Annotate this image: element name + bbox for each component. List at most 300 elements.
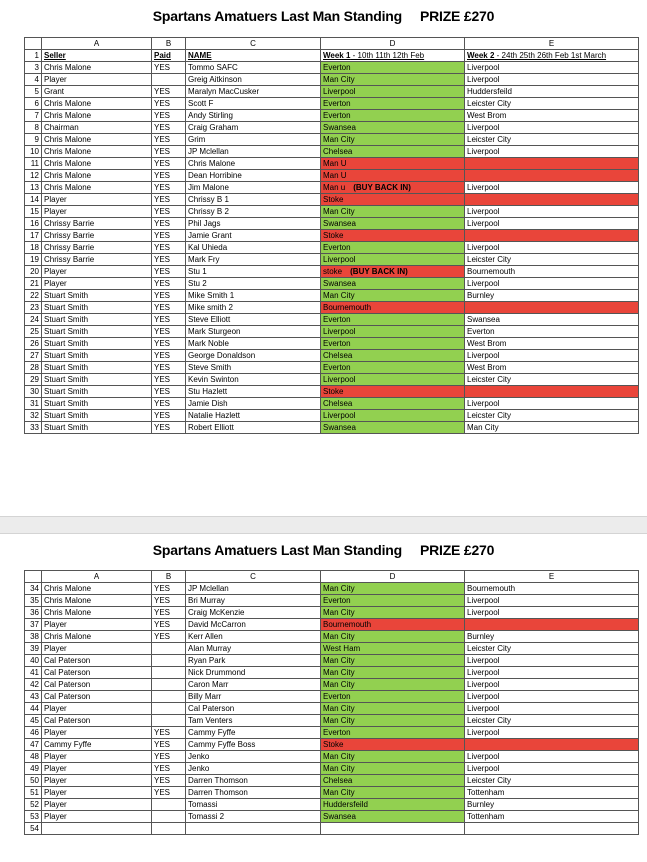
week-1-pick-text: Man City xyxy=(323,704,355,713)
seller-cell[interactable] xyxy=(42,763,152,775)
paid-cell[interactable] xyxy=(152,583,186,595)
paid-cell[interactable] xyxy=(152,290,186,302)
paid-cell[interactable] xyxy=(152,122,186,134)
week-1-pick-cell[interactable] xyxy=(321,667,465,679)
paid-cell[interactable] xyxy=(152,763,186,775)
week-1-pick-cell[interactable] xyxy=(321,74,465,86)
name-cell[interactable] xyxy=(186,811,321,823)
week-2-pick-cell[interactable] xyxy=(465,146,639,158)
header-week-2[interactable] xyxy=(465,50,639,62)
seller-cell[interactable] xyxy=(42,362,152,374)
seller-cell[interactable] xyxy=(42,338,152,350)
week-2-pick-cell[interactable] xyxy=(465,254,639,266)
name-cell[interactable] xyxy=(186,74,321,86)
week-2-pick-cell[interactable] xyxy=(465,763,639,775)
name-cell[interactable] xyxy=(186,643,321,655)
row-number xyxy=(25,134,42,146)
week-2-pick-cell[interactable] xyxy=(465,110,639,122)
week-2-pick-cell[interactable] xyxy=(465,170,639,182)
seller-cell[interactable] xyxy=(42,422,152,434)
seller-cell[interactable] xyxy=(42,218,152,230)
seller-cell[interactable] xyxy=(42,799,152,811)
week-2-pick-cell[interactable] xyxy=(465,230,639,242)
paid-cell[interactable] xyxy=(152,218,186,230)
paid-cell[interactable] xyxy=(152,607,186,619)
week-2-pick-cell[interactable] xyxy=(465,787,639,799)
name-cell[interactable] xyxy=(186,799,321,811)
seller-cell[interactable] xyxy=(42,254,152,266)
week-2-pick-cell[interactable] xyxy=(465,218,639,230)
week-2-pick-cell[interactable] xyxy=(465,667,639,679)
week-2-pick-cell[interactable] xyxy=(465,134,639,146)
seller-cell[interactable] xyxy=(42,398,152,410)
row-number xyxy=(25,170,42,182)
paid-cell[interactable] xyxy=(152,170,186,182)
name-cell[interactable] xyxy=(186,667,321,679)
week-1-pick-cell[interactable] xyxy=(321,643,465,655)
seller-cell[interactable] xyxy=(42,583,152,595)
week-2-pick-cell[interactable] xyxy=(465,583,639,595)
week-2-pick-cell[interactable] xyxy=(465,242,639,254)
week-2-pick-cell[interactable] xyxy=(465,595,639,607)
seller-text: Cal Paterson xyxy=(44,680,91,689)
week-1-pick-cell[interactable] xyxy=(321,290,465,302)
paid-cell[interactable] xyxy=(152,398,186,410)
week-2-pick-cell[interactable] xyxy=(465,326,639,338)
paid-text: YES xyxy=(154,303,171,312)
column-letter[interactable]: E xyxy=(465,38,639,50)
paid-cell[interactable] xyxy=(152,362,186,374)
week-2-pick-cell[interactable] xyxy=(465,74,639,86)
paid-cell[interactable] xyxy=(152,278,186,290)
name-cell[interactable] xyxy=(186,110,321,122)
week-2-pick-cell[interactable] xyxy=(465,727,639,739)
week-1-pick-cell[interactable] xyxy=(321,134,465,146)
seller-cell[interactable] xyxy=(42,739,152,751)
paid-cell[interactable] xyxy=(152,302,186,314)
week-1-pick-cell[interactable] xyxy=(321,763,465,775)
paid-cell[interactable] xyxy=(152,595,186,607)
header-seller[interactable]: Seller xyxy=(42,50,152,62)
seller-cell[interactable] xyxy=(42,727,152,739)
column-letter[interactable]: D xyxy=(321,38,465,50)
name-cell[interactable] xyxy=(186,290,321,302)
week-2-pick-cell[interactable] xyxy=(465,386,639,398)
paid-cell[interactable] xyxy=(152,230,186,242)
seller-cell[interactable] xyxy=(42,242,152,254)
header-paid[interactable]: Paid xyxy=(152,50,186,62)
seller-cell[interactable] xyxy=(42,715,152,727)
name-cell[interactable] xyxy=(186,338,321,350)
week-2-pick-cell[interactable] xyxy=(465,290,639,302)
week-2-pick-cell[interactable] xyxy=(465,607,639,619)
week-1-pick-cell[interactable] xyxy=(321,254,465,266)
seller-cell[interactable] xyxy=(42,290,152,302)
paid-text: YES xyxy=(154,231,171,240)
paid-cell[interactable] xyxy=(152,422,186,434)
name-cell[interactable] xyxy=(186,703,321,715)
week-1-pick-cell[interactable] xyxy=(321,62,465,74)
seller-cell[interactable] xyxy=(42,302,152,314)
seller-cell[interactable] xyxy=(42,703,152,715)
name-cell[interactable] xyxy=(186,206,321,218)
week-2-pick-cell[interactable] xyxy=(465,398,639,410)
week-1-pick-cell[interactable] xyxy=(321,218,465,230)
paid-cell[interactable] xyxy=(152,314,186,326)
paid-cell[interactable] xyxy=(152,691,186,703)
paid-cell[interactable] xyxy=(152,146,186,158)
week-2-pick-cell[interactable] xyxy=(465,643,639,655)
seller-cell[interactable] xyxy=(42,619,152,631)
name-cell[interactable] xyxy=(186,62,321,74)
paid-cell[interactable] xyxy=(152,254,186,266)
seller-cell[interactable] xyxy=(42,194,152,206)
week-2-pick-cell[interactable] xyxy=(465,715,639,727)
name-cell[interactable] xyxy=(186,266,321,278)
week-1-pick-text: Man City xyxy=(323,764,355,773)
paid-cell[interactable] xyxy=(152,811,186,823)
week-1-pick-cell[interactable] xyxy=(321,182,465,194)
paid-cell[interactable] xyxy=(152,326,186,338)
name-cell[interactable] xyxy=(186,727,321,739)
week-2-pick-cell[interactable] xyxy=(465,266,639,278)
name-cell[interactable] xyxy=(186,398,321,410)
name-cell[interactable] xyxy=(186,182,321,194)
week-2-pick-text: Burnley xyxy=(467,291,495,300)
seller-cell[interactable] xyxy=(42,775,152,787)
name-cell[interactable] xyxy=(186,350,321,362)
week-1-pick-text: Man City xyxy=(323,656,355,665)
week-1-pick-cell[interactable] xyxy=(321,607,465,619)
name-cell[interactable] xyxy=(186,763,321,775)
seller-cell[interactable] xyxy=(42,158,152,170)
paid-cell[interactable] xyxy=(152,98,186,110)
seller-cell[interactable] xyxy=(42,595,152,607)
week-2-pick-cell[interactable] xyxy=(465,619,639,631)
name-cell[interactable] xyxy=(186,254,321,266)
week-2-pick-cell[interactable] xyxy=(465,799,639,811)
name-cell[interactable] xyxy=(186,655,321,667)
paid-cell[interactable] xyxy=(152,266,186,278)
week-1-pick-cell[interactable] xyxy=(321,326,465,338)
week-2-pick-cell[interactable] xyxy=(465,775,639,787)
name-cell[interactable] xyxy=(186,386,321,398)
seller-cell[interactable] xyxy=(42,667,152,679)
paid-cell[interactable] xyxy=(152,787,186,799)
table-row xyxy=(25,86,639,98)
seller-cell[interactable] xyxy=(42,74,152,86)
column-letter[interactable]: A xyxy=(42,38,152,50)
name-cell[interactable] xyxy=(186,595,321,607)
week-1-pick-cell[interactable] xyxy=(321,230,465,242)
week-1-pick-cell[interactable] xyxy=(321,242,465,254)
seller-cell[interactable] xyxy=(42,122,152,134)
week-1-pick-cell[interactable] xyxy=(321,799,465,811)
name-text: Mark Fry xyxy=(188,255,220,264)
seller-cell[interactable] xyxy=(42,182,152,194)
seller-cell[interactable] xyxy=(42,86,152,98)
seller-cell[interactable] xyxy=(42,98,152,110)
paid-cell[interactable] xyxy=(152,799,186,811)
paid-cell[interactable] xyxy=(152,86,186,98)
name-cell[interactable] xyxy=(186,326,321,338)
paid-cell[interactable] xyxy=(152,739,186,751)
paid-cell[interactable] xyxy=(152,206,186,218)
seller-cell[interactable] xyxy=(42,823,152,835)
name-text: Jenko xyxy=(188,764,210,773)
name-cell[interactable] xyxy=(186,583,321,595)
seller-cell[interactable] xyxy=(42,655,152,667)
name-cell[interactable] xyxy=(186,278,321,290)
week-2-pick-cell[interactable] xyxy=(465,691,639,703)
seller-cell[interactable] xyxy=(42,787,152,799)
week-2-pick-cell[interactable] xyxy=(465,679,639,691)
paid-cell[interactable] xyxy=(152,374,186,386)
week-2-pick-cell[interactable] xyxy=(465,302,639,314)
week-2-pick-cell[interactable] xyxy=(465,811,639,823)
seller-cell[interactable] xyxy=(42,751,152,763)
seller-cell[interactable] xyxy=(42,278,152,290)
seller-cell[interactable] xyxy=(42,374,152,386)
week-2-pick-cell[interactable] xyxy=(465,122,639,134)
paid-cell[interactable] xyxy=(152,158,186,170)
seller-cell[interactable] xyxy=(42,811,152,823)
seller-cell[interactable] xyxy=(42,62,152,74)
name-cell[interactable] xyxy=(186,158,321,170)
name-cell[interactable] xyxy=(186,679,321,691)
seller-cell[interactable] xyxy=(42,326,152,338)
seller-cell[interactable] xyxy=(42,691,152,703)
name-text: Craig Graham xyxy=(188,123,239,132)
header-week-1[interactable] xyxy=(321,50,465,62)
week-1-pick-cell[interactable] xyxy=(321,158,465,170)
week-1-pick-cell[interactable] xyxy=(321,98,465,110)
seller-cell[interactable] xyxy=(42,350,152,362)
week-1-pick-cell[interactable] xyxy=(321,122,465,134)
week-1-pick-cell[interactable] xyxy=(321,775,465,787)
seller-cell[interactable] xyxy=(42,110,152,122)
name-cell[interactable] xyxy=(186,242,321,254)
seller-cell[interactable] xyxy=(42,679,152,691)
seller-cell[interactable] xyxy=(42,631,152,643)
name-cell[interactable] xyxy=(186,122,321,134)
week-2-pick-cell[interactable] xyxy=(465,86,639,98)
week-1-pick-cell[interactable] xyxy=(321,619,465,631)
column-letter[interactable]: E xyxy=(465,571,639,583)
week-1-pick-cell[interactable] xyxy=(321,194,465,206)
name-cell[interactable] xyxy=(186,787,321,799)
paid-cell[interactable] xyxy=(152,110,186,122)
paid-cell[interactable] xyxy=(152,667,186,679)
column-letter[interactable]: D xyxy=(321,571,465,583)
week-1-pick-cell[interactable] xyxy=(321,146,465,158)
week-2-pick-cell[interactable] xyxy=(465,655,639,667)
name-cell[interactable] xyxy=(186,410,321,422)
column-letter[interactable]: B xyxy=(152,38,186,50)
paid-cell[interactable] xyxy=(152,350,186,362)
week-2-pick-cell[interactable] xyxy=(465,823,639,835)
week-1-pick-cell[interactable] xyxy=(321,278,465,290)
week-2-pick-cell[interactable] xyxy=(465,374,639,386)
paid-cell[interactable] xyxy=(152,655,186,667)
seller-cell[interactable] xyxy=(42,170,152,182)
week-1-pick-cell[interactable] xyxy=(321,583,465,595)
week-1-pick-cell[interactable] xyxy=(321,691,465,703)
name-cell[interactable] xyxy=(186,194,321,206)
row-number-text: 32 xyxy=(30,411,39,420)
row-number-text: 40 xyxy=(30,656,39,665)
week-2-pick-cell[interactable] xyxy=(465,278,639,290)
column-letter[interactable]: B xyxy=(152,571,186,583)
name-cell[interactable] xyxy=(186,691,321,703)
week-1-pick-cell[interactable] xyxy=(321,715,465,727)
week-1-pick-cell[interactable] xyxy=(321,302,465,314)
week-1-pick-cell[interactable] xyxy=(321,751,465,763)
name-cell[interactable] xyxy=(186,86,321,98)
week-1-pick-cell[interactable] xyxy=(321,787,465,799)
name-text: Natalie Hazlett xyxy=(188,411,241,420)
week-1-pick-cell[interactable] xyxy=(321,338,465,350)
name-cell[interactable] xyxy=(186,751,321,763)
paid-cell[interactable] xyxy=(152,643,186,655)
paid-cell[interactable] xyxy=(152,715,186,727)
week-1-pick-cell[interactable] xyxy=(321,386,465,398)
paid-cell[interactable] xyxy=(152,134,186,146)
seller-cell[interactable] xyxy=(42,607,152,619)
week-2-pick-cell[interactable] xyxy=(465,98,639,110)
column-letter[interactable]: C xyxy=(186,38,321,50)
week-2-pick-text: Huddersfeild xyxy=(467,87,512,96)
seller-cell[interactable] xyxy=(42,146,152,158)
week-1-pick-cell[interactable] xyxy=(321,422,465,434)
week-1-pick-cell[interactable] xyxy=(321,631,465,643)
week-2-pick-cell[interactable] xyxy=(465,314,639,326)
week-2-pick-cell[interactable] xyxy=(465,410,639,422)
week-1-pick-cell[interactable] xyxy=(321,314,465,326)
name-cell[interactable] xyxy=(186,134,321,146)
week-2-pick-cell[interactable] xyxy=(465,362,639,374)
name-cell[interactable] xyxy=(186,715,321,727)
week-1-pick-cell[interactable] xyxy=(321,206,465,218)
name-cell[interactable] xyxy=(186,314,321,326)
paid-cell[interactable] xyxy=(152,182,186,194)
week-2-pick-cell[interactable] xyxy=(465,206,639,218)
name-cell[interactable] xyxy=(186,98,321,110)
week-2-pick-cell[interactable] xyxy=(465,739,639,751)
paid-cell[interactable] xyxy=(152,62,186,74)
week-1-pick-cell[interactable] xyxy=(321,350,465,362)
week-2-pick-cell[interactable] xyxy=(465,194,639,206)
seller-cell[interactable] xyxy=(42,386,152,398)
week-1-pick-cell[interactable] xyxy=(321,110,465,122)
paid-cell[interactable] xyxy=(152,619,186,631)
name-cell[interactable] xyxy=(186,775,321,787)
seller-cell[interactable] xyxy=(42,266,152,278)
name-cell[interactable] xyxy=(186,362,321,374)
seller-cell[interactable] xyxy=(42,134,152,146)
week-1-pick-cell[interactable] xyxy=(321,410,465,422)
paid-cell[interactable] xyxy=(152,751,186,763)
name-cell[interactable] xyxy=(186,218,321,230)
name-cell[interactable] xyxy=(186,230,321,242)
paid-cell[interactable] xyxy=(152,194,186,206)
paid-cell[interactable] xyxy=(152,410,186,422)
row-number xyxy=(25,338,42,350)
table-row xyxy=(25,134,639,146)
week-1-pick-cell[interactable] xyxy=(321,374,465,386)
week-2-pick-cell[interactable] xyxy=(465,338,639,350)
name-cell[interactable] xyxy=(186,374,321,386)
week-1-pick-cell[interactable] xyxy=(321,823,465,835)
week-1-pick-cell[interactable] xyxy=(321,679,465,691)
table-row xyxy=(25,763,639,775)
week-2-pick-cell[interactable] xyxy=(465,422,639,434)
seller-cell[interactable] xyxy=(42,643,152,655)
name-cell[interactable] xyxy=(186,823,321,835)
name-cell[interactable] xyxy=(186,739,321,751)
week-1-pick-cell[interactable] xyxy=(321,595,465,607)
name-cell[interactable] xyxy=(186,619,321,631)
paid-cell[interactable] xyxy=(152,338,186,350)
week-2-pick-cell[interactable] xyxy=(465,62,639,74)
week-2-pick-cell[interactable] xyxy=(465,158,639,170)
paid-cell[interactable] xyxy=(152,727,186,739)
week-1-pick-cell[interactable] xyxy=(321,811,465,823)
paid-cell[interactable] xyxy=(152,823,186,835)
column-letter[interactable]: A xyxy=(42,571,152,583)
week-2-pick-cell[interactable] xyxy=(465,751,639,763)
week-1-pick-cell[interactable] xyxy=(321,266,465,278)
week-1-pick-cell[interactable] xyxy=(321,170,465,182)
name-cell[interactable] xyxy=(186,422,321,434)
week-2-pick-cell[interactable] xyxy=(465,703,639,715)
week-1-pick-cell[interactable] xyxy=(321,703,465,715)
column-letter[interactable]: C xyxy=(186,571,321,583)
week-2-pick-cell[interactable] xyxy=(465,350,639,362)
name-cell[interactable] xyxy=(186,146,321,158)
paid-text: YES xyxy=(154,764,171,773)
header-name[interactable]: NAME xyxy=(186,50,321,62)
week-2-pick-cell[interactable] xyxy=(465,631,639,643)
row-number-text: 38 xyxy=(30,632,39,641)
row-number xyxy=(25,314,42,326)
paid-cell[interactable] xyxy=(152,775,186,787)
name-cell[interactable] xyxy=(186,302,321,314)
paid-cell[interactable] xyxy=(152,703,186,715)
paid-cell[interactable] xyxy=(152,679,186,691)
week-2-pick-cell[interactable] xyxy=(465,182,639,194)
table-row xyxy=(25,326,639,338)
paid-cell[interactable] xyxy=(152,74,186,86)
seller-cell[interactable] xyxy=(42,230,152,242)
week-1-pick-cell[interactable] xyxy=(321,655,465,667)
seller-cell[interactable] xyxy=(42,314,152,326)
week-1-pick-cell[interactable] xyxy=(321,727,465,739)
week-1-pick-cell[interactable] xyxy=(321,739,465,751)
week-1-pick-cell[interactable] xyxy=(321,362,465,374)
week-1-pick-cell[interactable] xyxy=(321,398,465,410)
seller-cell[interactable] xyxy=(42,206,152,218)
name-cell[interactable] xyxy=(186,631,321,643)
paid-cell[interactable] xyxy=(152,386,186,398)
seller-cell[interactable] xyxy=(42,410,152,422)
name-cell[interactable] xyxy=(186,170,321,182)
paid-cell[interactable] xyxy=(152,631,186,643)
week-1-pick-cell[interactable] xyxy=(321,86,465,98)
paid-cell[interactable] xyxy=(152,242,186,254)
week-1-pick-text: Man City xyxy=(323,207,355,216)
name-cell[interactable] xyxy=(186,607,321,619)
